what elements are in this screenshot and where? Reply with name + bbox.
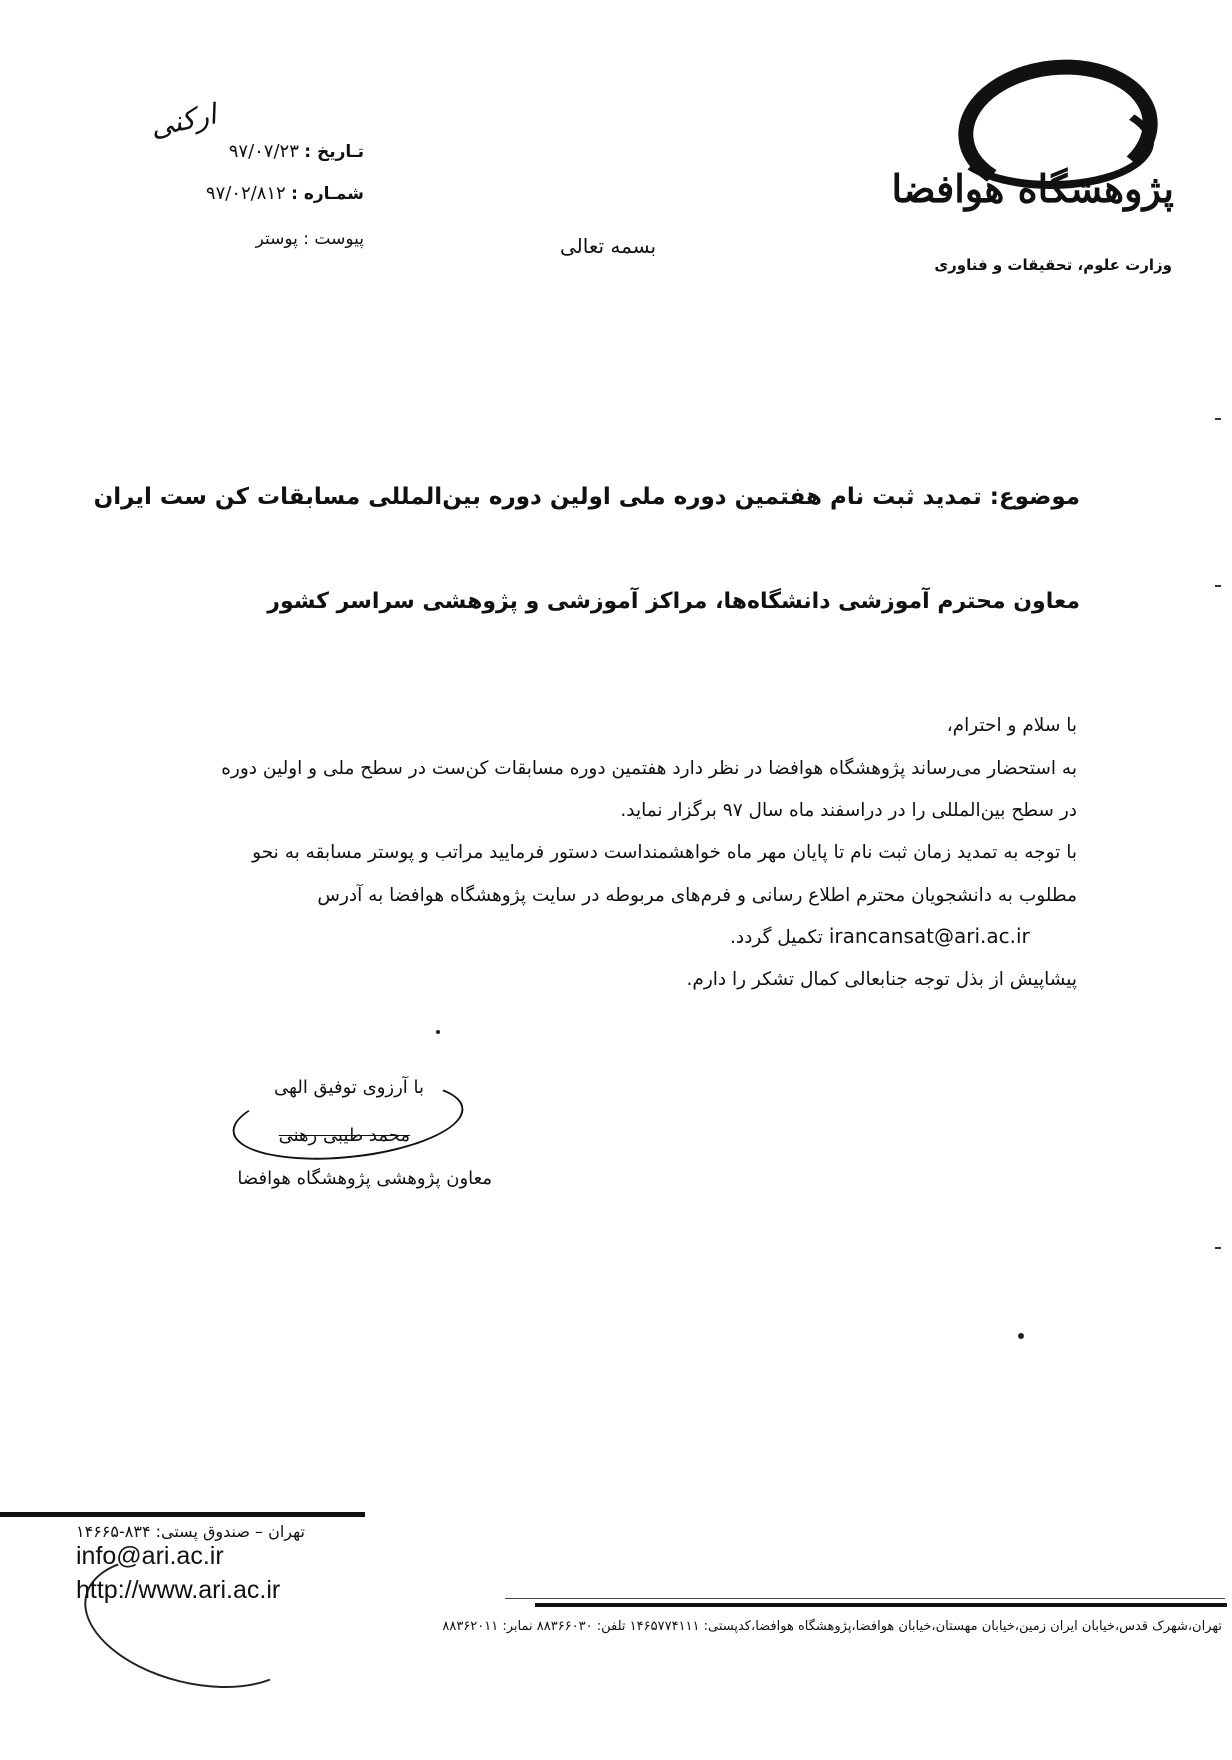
body-line-3: با توجه به تمدید زمان ثبت نام تا پایان مهر ماه خواهشمنداست دستور فرمایید مراتب و پوستر مسابقه به نحو — [252, 842, 1077, 863]
signer-title: معاون پژوهشی پژوهشگاه هوافضا — [237, 1168, 492, 1189]
footer-postal: تهران – صندوق پستی: ۸۳۴-۱۴۶۶۵ — [76, 1522, 305, 1541]
org-logo-name: پژوهشگاه هوافضا — [891, 166, 1174, 211]
number-value: ۹۷/۰۲/۸۱۲ — [205, 183, 286, 204]
signature-wish: با آرزوی توفیق الهی — [274, 1077, 424, 1098]
email-line — [730, 924, 1030, 948]
body-line-4: مطلوب به دانشجویان محترم اطلاع رسانی و فرم‌های مربوطه در سایت پژوهشگاه هوافضا به آدرس — [317, 885, 1077, 906]
footer-divider — [0, 1512, 365, 1517]
number-label: شمـاره : — [291, 184, 364, 204]
body-line-2: در سطح بین‌المللی را در دراسفند ماه سال ۹۷ برگزار نماید. — [620, 800, 1077, 821]
footer-divider — [505, 1598, 1225, 1599]
date-row — [229, 141, 364, 162]
scan-mark — [1215, 585, 1221, 587]
footer-website-link[interactable]: http://www.ari.ac.ir — [76, 1576, 281, 1604]
date-value: ۹۷/۰۷/۲۳ — [228, 141, 299, 162]
scan-mark — [1215, 418, 1221, 420]
stray-dot — [436, 1030, 440, 1034]
ministry-name: وزارت علوم، تحقیقات و فناوری — [934, 256, 1172, 274]
email-suffix: تکمیل گردد. — [730, 927, 823, 948]
number-row — [206, 183, 364, 204]
footer-address: تهران،شهرک قدس،خیابان ایران زمین،خیابان مهستان،خیابان هوافضا،پژوهشگاه هوافضا،کدپستی: ۱۴۶۵۷۷۴۱۱۱ تلفن: ۸۸۳۶۶۰۳۰ نمابر: ۸۸۳۶۲۰۱۱ — [442, 1619, 1222, 1634]
handwritten-note: ارکنی — [147, 97, 220, 144]
signature-name: محمد طیبی رهنی — [278, 1125, 410, 1146]
stray-dot — [1018, 1333, 1024, 1339]
body-line-1: به استحضار می‌رساند پژوهشگاه هوافضا در نظر دارد هفتمین دوره مسابقات کن‌ست در سطح ملی و اولین دوره — [221, 758, 1077, 779]
greeting: با سلام و احترام، — [946, 715, 1077, 736]
attachment-label: پیوست : پوستر — [255, 229, 364, 249]
bismillah-heading: بسمه تعالی — [560, 234, 657, 258]
footer-email-link[interactable]: info@ari.ac.ir — [76, 1542, 224, 1570]
scan-mark — [1215, 1247, 1221, 1249]
letter-subject: موضوع: تمدید ثبت نام هفتمین دوره ملی اولین دوره بین‌المللی مسابقات کن ست ایران — [93, 484, 1080, 510]
closing-line: پیشاپیش از بذل توجه جنابعالی کمال تشکر را دارم. — [686, 969, 1077, 990]
contest-email-link[interactable]: irancansat@ari.ac.ir — [828, 924, 1030, 948]
date-label: تـاریخ : — [304, 142, 364, 162]
letter-recipient: معاون محترم آموزشی دانشگاه‌ها، مراکز آموزشی و پژوهشی سراسر کشور — [267, 589, 1080, 614]
footer-divider — [535, 1603, 1227, 1607]
